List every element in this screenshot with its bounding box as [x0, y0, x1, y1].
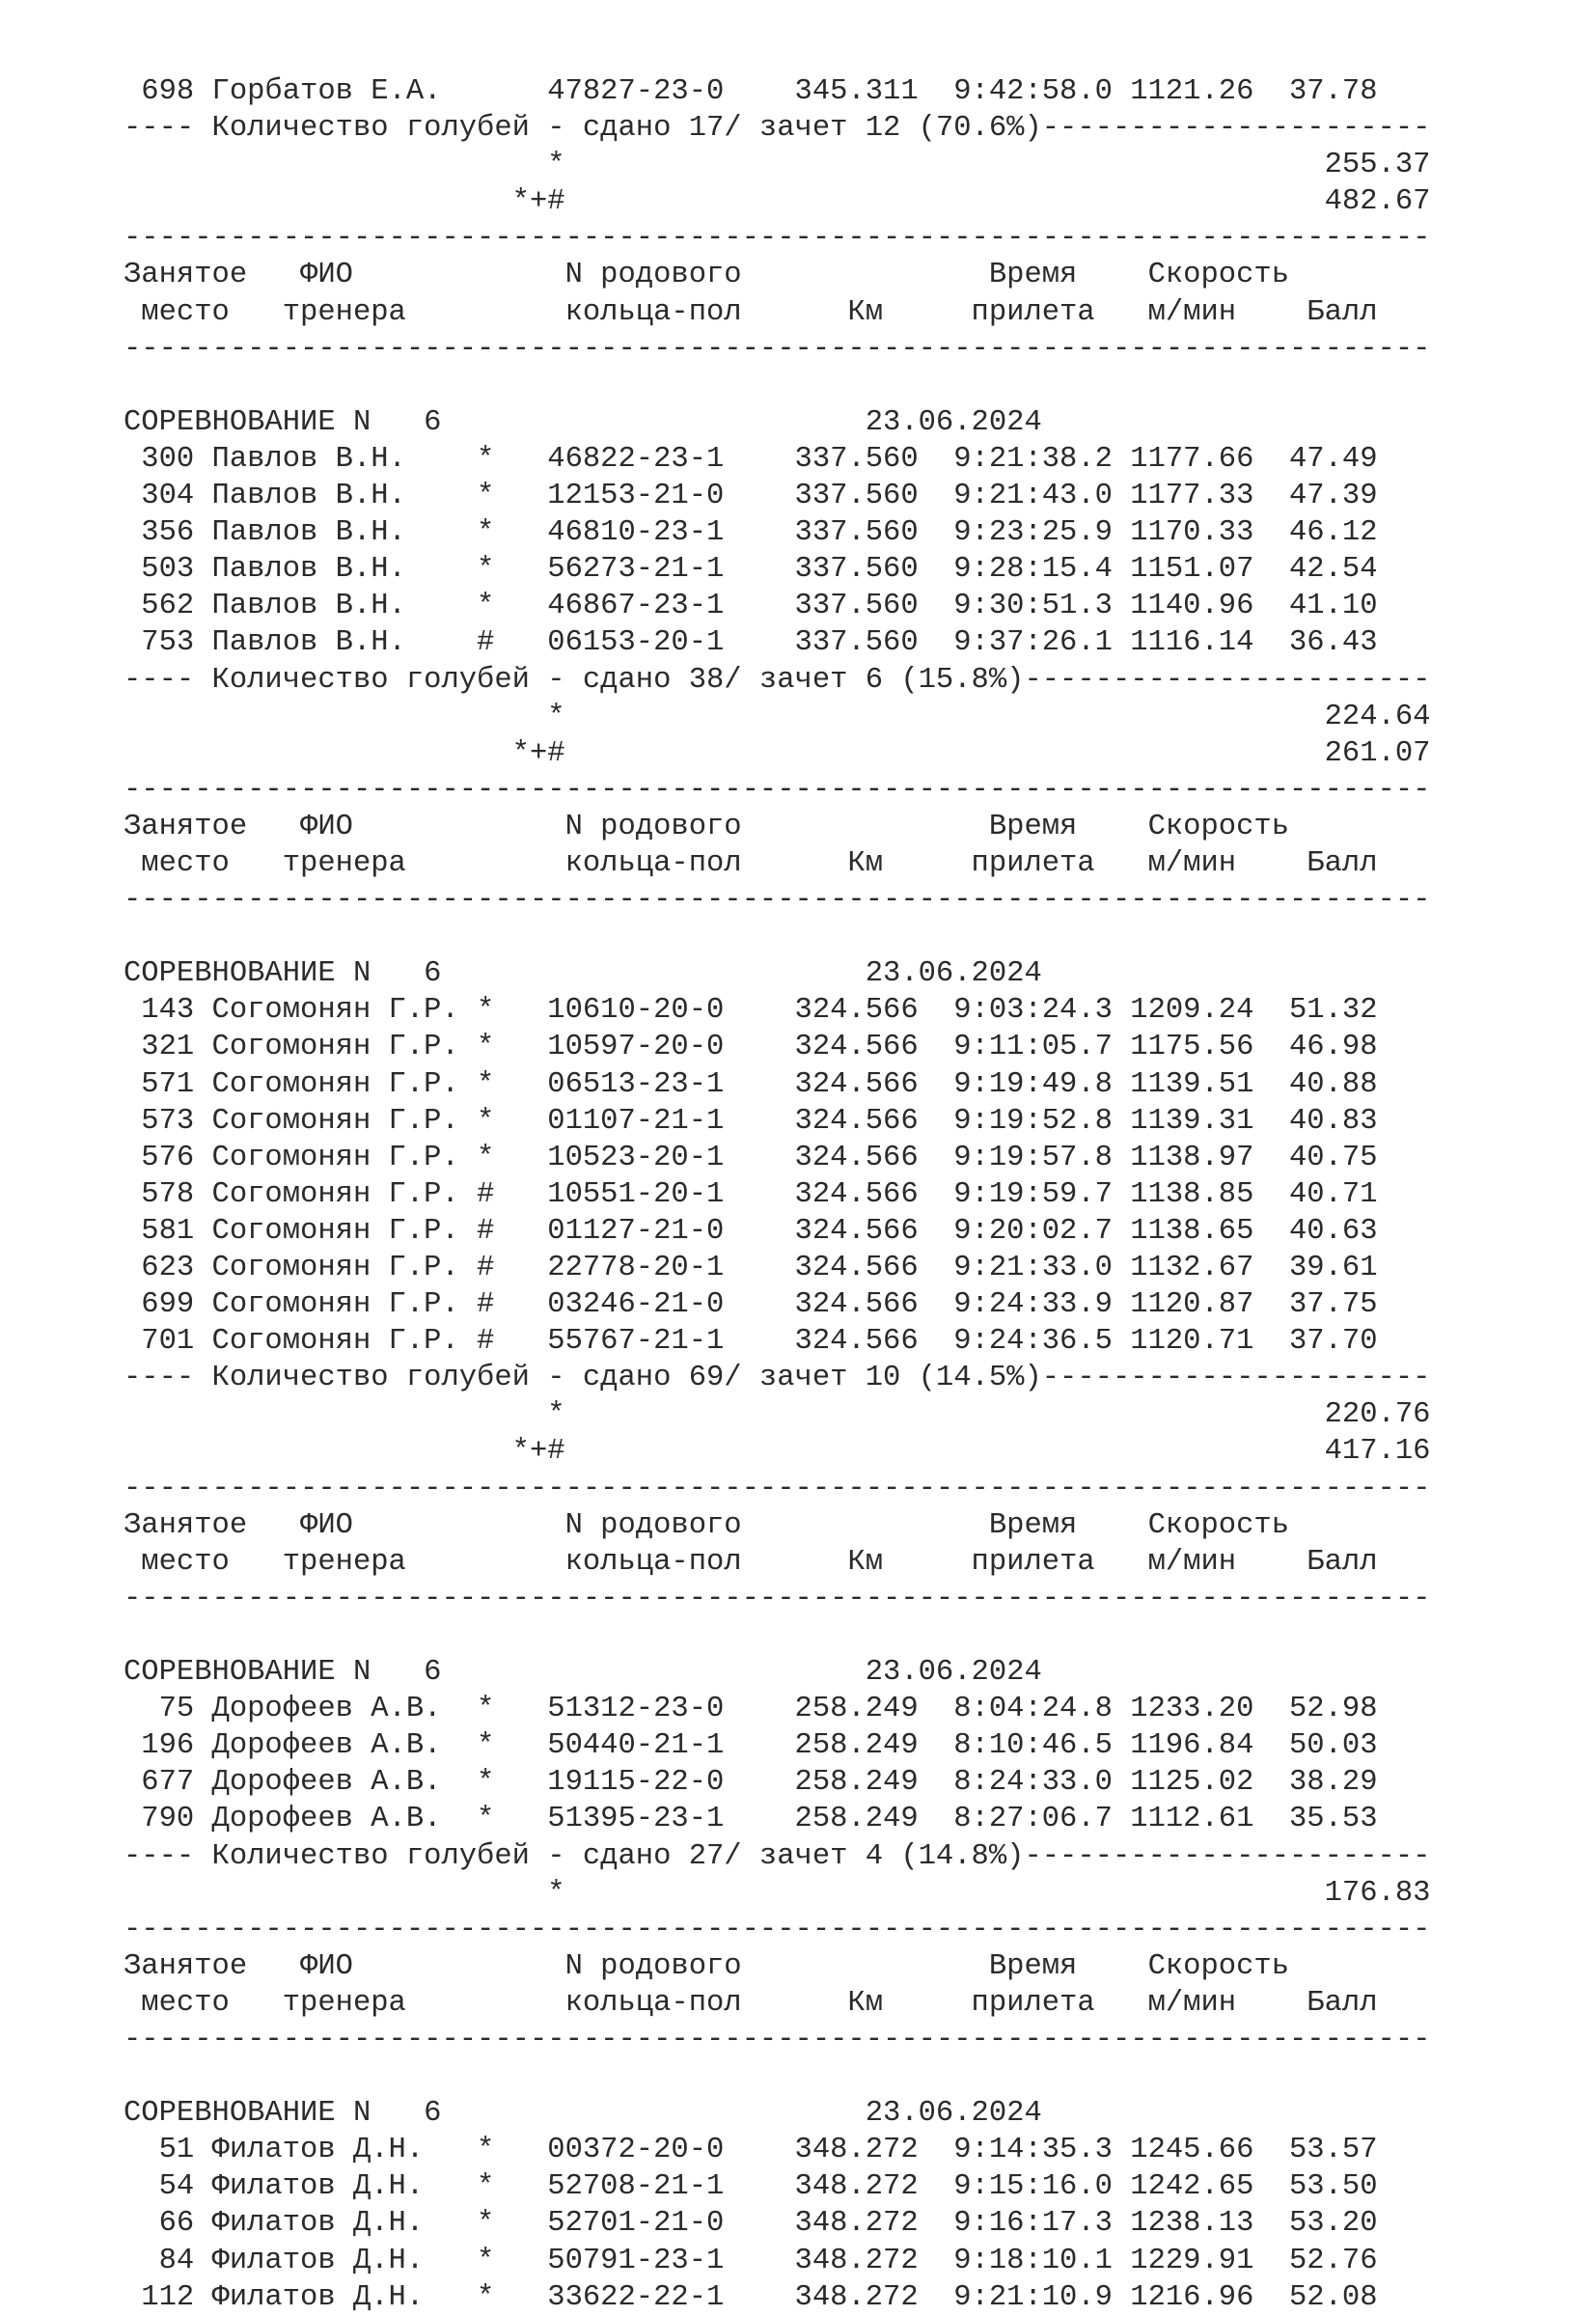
- table-header-bottom: место тренера кольца-пол Км прилета м/мин Балл: [124, 1545, 1378, 1579]
- table-row: 562 Павлов В.Н. * 46867-23-1 337.560 9:30:51.3 1140.96 41.10: [124, 590, 1378, 623]
- table-row: 677 Дорофеев А.В. * 19115-22-0 258.249 8:24:33.0 1125.02 38.29: [124, 1766, 1378, 1800]
- table-row: 321 Согомонян Г.Р. * 10597-20-0 324.566 9:11:05.7 1175.56 46.98: [124, 1031, 1378, 1064]
- table-row: 573 Согомонян Г.Р. * 01107-21-1 324.566 9:19:52.8 1139.31 40.83: [124, 1104, 1378, 1138]
- table-header-top: Занятое ФИО N родового Время Скорость: [124, 1949, 1325, 1983]
- summary-line: ---- Количество голубей - сдано 17/ зачет 12 (70.6%)----------------------: [124, 112, 1431, 146]
- blank-line: [124, 1617, 1430, 1654]
- table-row: 581 Согомонян Г.Р. # 01127-21-0 324.566 9:20:02.7 1138.65 40.63: [124, 1214, 1378, 1248]
- divider: --------------------------------------------------------------------------: [124, 1582, 1431, 1615]
- divider: --------------------------------------------------------------------------: [124, 222, 1431, 256]
- table-row: 503 Павлов В.Н. * 56273-21-1 337.560 9:28:15.4 1151.07 42.54: [124, 553, 1378, 587]
- table-row: 576 Согомонян Г.Р. * 10523-20-1 324.566 9:19:57.8 1138.97 40.75: [124, 1141, 1378, 1174]
- summary-line: ---- Количество голубей - сдано 27/ зачет 4 (14.8%)-----------------------: [124, 1839, 1431, 1873]
- total-line: * 176.83: [124, 1876, 1431, 1910]
- table-header-top: Занятое ФИО N родового Время Скорость: [124, 259, 1325, 292]
- blank-line: [124, 919, 1430, 955]
- competition-title: СОРЕВНОВАНИЕ N 6 23.06.2024: [124, 405, 1042, 439]
- table-row: 356 Павлов В.Н. * 46810-23-1 337.560 9:23:25.9 1170.33 46.12: [124, 516, 1378, 550]
- table-header-top: Занятое ФИО N родового Время Скорость: [124, 810, 1325, 843]
- table-row: 112 Филатов Д.Н. * 33622-22-1 348.272 9:21:10.9 1216.96 52.08: [124, 2280, 1378, 2314]
- table-row: 753 Павлов В.Н. # 06153-20-1 337.560 9:37:26.1 1116.14 36.43: [124, 626, 1378, 660]
- table-row: 623 Согомонян Г.Р. # 22778-20-1 324.566 9:21:33.0 1132.67 39.61: [124, 1252, 1378, 1284]
- competition-title: СОРЕВНОВАНИЕ N 6 23.06.2024: [124, 1656, 1042, 1690]
- divider: --------------------------------------------------------------------------: [124, 884, 1431, 918]
- total-line: *+# 417.16: [124, 1435, 1431, 1469]
- table-header-bottom: место тренера кольца-пол Км прилета м/мин Балл: [124, 295, 1378, 329]
- competition-title: СОРЕВНОВАНИЕ N 6 23.06.2024: [124, 2097, 1042, 2131]
- divider: --------------------------------------------------------------------------: [124, 2023, 1431, 2056]
- table-header-top: Занятое ФИО N родового Время Скорость: [124, 1508, 1325, 1542]
- blank-line: [124, 2058, 1430, 2095]
- results-report: [124, 73, 1430, 2316]
- table-row: 66 Филатов Д.Н. * 52701-21-0 348.272 9:16:17.3 1238.13 53.20: [124, 2207, 1378, 2241]
- table-row: 701 Согомонян Г.Р. # 55767-21-1 324.566 9:24:36.5 1120.71 37.70: [124, 1325, 1378, 1359]
- table-row: 51 Филатов Д.Н. * 00372-20-0 348.272 9:14:35.3 1245.66 53.57: [124, 2134, 1378, 2167]
- total-line: *+# 261.07: [124, 736, 1431, 770]
- table-row: 304 Павлов В.Н. * 12153-21-0 337.560 9:21:43.0 1177.33 47.39: [124, 480, 1378, 513]
- total-line: * 255.37: [124, 149, 1431, 182]
- divider: --------------------------------------------------------------------------: [124, 1913, 1431, 1946]
- table-row: 196 Дорофеев А.В. * 50440-21-1 258.249 8:10:46.5 1196.84 50.03: [124, 1729, 1378, 1763]
- table-row: 143 Согомонян Г.Р. * 10610-20-0 324.566 9:03:24.3 1209.24 51.32: [124, 994, 1378, 1028]
- total-line: *+# 482.67: [124, 185, 1431, 219]
- total-line: * 220.76: [124, 1398, 1431, 1432]
- blank-line: [124, 368, 1430, 404]
- table-header-bottom: место тренера кольца-пол Км прилета м/мин Балл: [124, 846, 1378, 880]
- table-row: 571 Согомонян Г.Р. * 06513-23-1 324.566 9:19:49.8 1139.51 40.88: [124, 1067, 1378, 1101]
- table-row: 54 Филатов Д.Н. * 52708-21-1 348.272 9:15:16.0 1242.65 53.50: [124, 2170, 1378, 2204]
- table-row: 300 Павлов В.Н. * 46822-23-1 337.560 9:21:38.2 1177.66 47.49: [124, 442, 1378, 476]
- table-row: 699 Согомонян Г.Р. # 03246-21-0 324.566 9:24:33.9 1120.87 37.75: [124, 1288, 1378, 1322]
- table-header-bottom: место тренера кольца-пол Км прилета м/мин Балл: [124, 1986, 1378, 2020]
- table-row: 790 Дорофеев А.В. * 51395-23-1 258.249 8:27:06.7 1112.61 35.53: [124, 1803, 1378, 1836]
- total-line: * 224.64: [124, 700, 1431, 733]
- table-row: 75 Дорофеев А.В. * 51312-23-0 258.249 8:04:24.8 1233.20 52.98: [124, 1693, 1378, 1726]
- summary-line: ---- Количество голубей - сдано 69/ зачет 10 (14.5%)----------------------: [124, 1362, 1431, 1395]
- divider: --------------------------------------------------------------------------: [124, 332, 1431, 366]
- table-row: 698 Горбатов Е.А. 47827-23-0 345.311 9:42:58.0 1121.26 37.78: [124, 75, 1378, 108]
- competition-title: СОРЕВНОВАНИЕ N 6 23.06.2024: [124, 957, 1042, 991]
- divider: --------------------------------------------------------------------------: [124, 773, 1431, 807]
- table-row: 578 Согомонян Г.Р. # 10551-20-1 324.566 9:19:59.7 1138.85 40.71: [124, 1177, 1378, 1211]
- table-row: 84 Филатов Д.Н. * 50791-23-1 348.272 9:18:10.1 1229.91 52.76: [124, 2244, 1378, 2277]
- divider: --------------------------------------------------------------------------: [124, 1472, 1431, 1505]
- summary-line: ---- Количество голубей - сдано 38/ зачет 6 (15.8%)-----------------------: [124, 663, 1431, 697]
